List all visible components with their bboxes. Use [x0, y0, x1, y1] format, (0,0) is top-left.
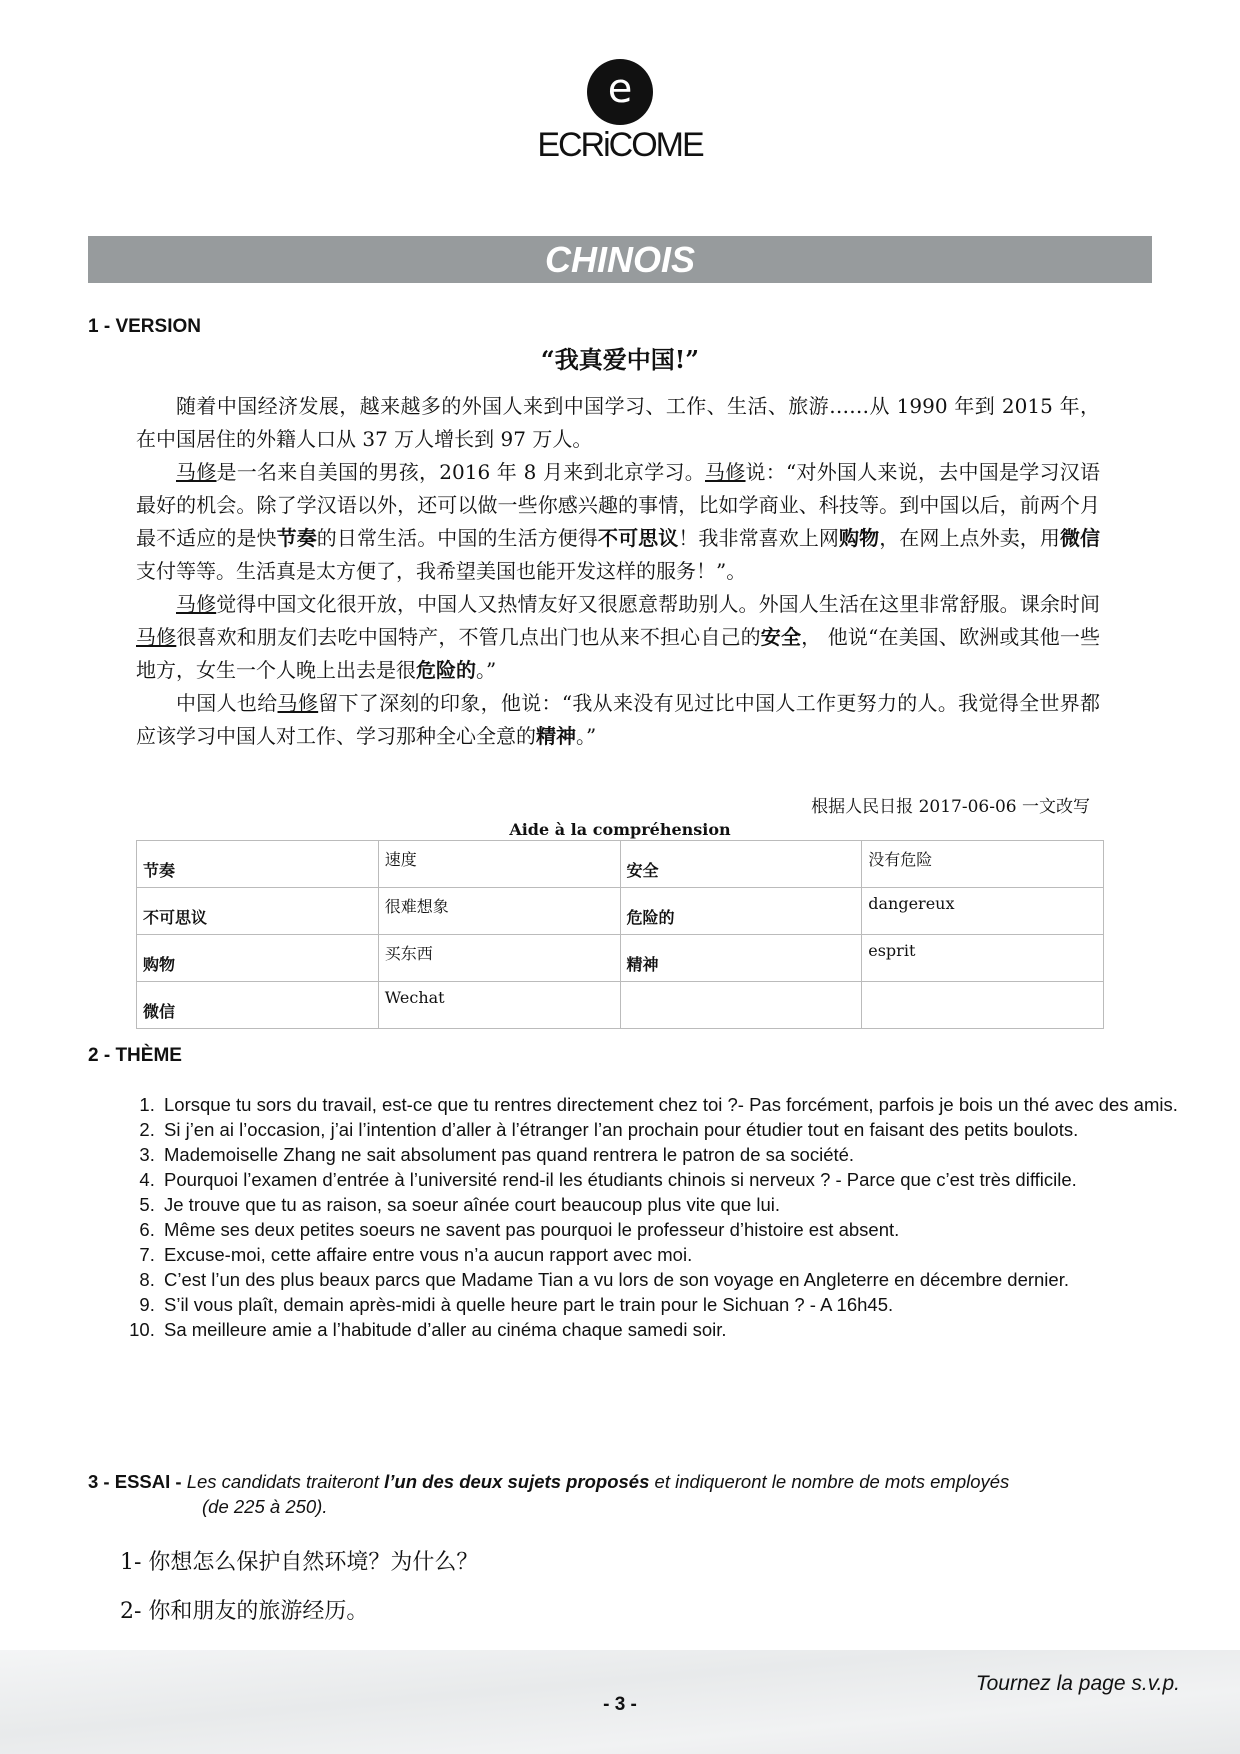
version-heading: 1 - VERSION — [88, 316, 201, 337]
subject-banner — [88, 236, 1152, 283]
essai-heading: 3 - ESSAI - — [88, 1471, 182, 1492]
glossary-definition: 速度 — [378, 841, 620, 888]
essay-topic: 2- 你和朋友的旅游经历。 — [120, 1599, 369, 1624]
glossary-table — [136, 840, 1104, 1029]
list-item: 3. Mademoiselle Zhang ne sait absolument pas quand rentrera le patron de sa société. — [160, 1142, 1200, 1167]
paragraph-4: 中国人也给马修留下了深刻的印象，他说：“我从来没有见过比中国人工作更努力的人。我觉得全世界都应该学习中国人对工作、学习那种全心全意的精神。” — [136, 691, 1101, 748]
glossary-term: 节奏 — [137, 841, 379, 888]
glossary-term: 微信 — [137, 982, 379, 1029]
list-item: 2. Si j’en ai l’occasion, j’ai l’intention d’aller à l’étranger l’an prochain pour étudier tout en faisant des petits boulots. — [160, 1117, 1200, 1142]
paragraph-3: 马修觉得中国文化很开放，中国人又热情友好又很愿意帮助别人。外国人生活在这里非常舒服。课余时间马修很喜欢和朋友们去吃中国特产，不管几点出门也从来不担心自己的安全， 他说“在美国、欧洲或其他一些地方，女生一个人晚上出去是很危险的。” — [136, 592, 1101, 682]
logo-name: ECRiCOME — [537, 126, 703, 164]
list-item: 8. C’est l’un des plus beaux parcs que Madame Tian a vu lors de son voyage en Angleterre en décembre dernier. — [160, 1267, 1200, 1292]
table-row — [137, 982, 1104, 1029]
source-citation: 根据人民日报 2017-06-06 一文改写 — [811, 797, 1090, 817]
essay-topic: 1- 你想怎么保护自然环境？为什么？ — [120, 1550, 479, 1575]
subject-title: CHINOIS — [544, 238, 695, 280]
glossary-term — [620, 982, 862, 1029]
table-row — [137, 935, 1104, 982]
glossary-definition: 买东西 — [378, 935, 620, 982]
table-row — [137, 841, 1104, 888]
glossary-definition: esprit — [862, 935, 1104, 982]
chinese-text — [136, 390, 1100, 753]
glossary-definition: Wechat — [378, 982, 620, 1029]
paragraph-1: 随着中国经济发展，越来越多的外国人来到中国学习、工作、生活、旅游……从 1990 年到 2015 年，在中国居住的外籍人口从 37 万人增长到 97 万人。 — [136, 394, 1100, 451]
glossary-definition — [862, 982, 1104, 1029]
page-number: - 3 - — [603, 1694, 637, 1715]
turn-page-note: Tournez la page s.v.p. — [975, 1672, 1180, 1695]
glossary-term: 精神 — [620, 935, 862, 982]
list-item: 1. Lorsque tu sors du travail, est-ce que tu rentres directement chez toi ?- Pas forcément, parfois je bois un thé avec des amis. — [160, 1092, 1200, 1117]
list-item: 10. Sa meilleure amie a l’habitude d’aller au cinéma chaque samedi soir. — [160, 1317, 1200, 1342]
glossary-title: Aide à la compréhension — [509, 820, 731, 839]
glossary-term: 不可思议 — [137, 888, 379, 935]
theme-list — [114, 1092, 1200, 1342]
text-title: “我真爱中国!” — [540, 345, 700, 374]
glossary-definition: dangereux — [862, 888, 1104, 935]
glossary-term: 安全 — [620, 841, 862, 888]
logo-mark-letter: e — [607, 66, 633, 112]
paragraph-2: 马修是一名来自美国的男孩，2016 年 8 月来到北京学习。马修说：“对外国人来说，去中国是学习汉语最好的机会。除了学汉语以外，还可以做一些你感兴趣的事情，比如学商业、科技等。到中国以后，前两个月最不适应的是快节奏的日常生活。中国的生活方便得不可思议！我非常喜欢上网购物，在网上点外卖，用微信支付等等。生活真是太方便了，我希望美国也能开发这样的服务！”。 — [136, 460, 1101, 583]
essai-word-count: (de 225 à 250). — [202, 1496, 328, 1517]
list-item: 7. Excuse-moi, cette affaire entre vous n’a aucun rapport avec moi. — [160, 1242, 1200, 1267]
glossary-term: 危险的 — [620, 888, 862, 935]
list-item: 6. Même ses deux petites soeurs ne savent pas pourquoi le professeur d’histoire est absent. — [160, 1217, 1200, 1242]
list-item: 5. Je trouve que tu as raison, sa soeur aînée court beaucoup plus vite que lui. — [160, 1192, 1200, 1217]
table-row — [137, 888, 1104, 935]
list-item: 9. S’il vous plaît, demain après-midi à quelle heure part le train pour le Sichuan ? - A 16h45. — [160, 1292, 1200, 1317]
list-item: 4. Pourquoi l’examen d’entrée à l’université rend-il les étudiants chinois si nerveux ? - Parce que c’est très difficile. — [160, 1167, 1200, 1192]
glossary-definition: 很难想象 — [378, 888, 620, 935]
essai-instructions: 3 - ESSAI - Les candidats traiteront l’un des deux sujets proposés et indiqueront le nombre de mots employés (de 225 à 250). — [88, 1469, 1152, 1519]
theme-heading: 2 - THÈME — [88, 1045, 182, 1066]
logo-mark — [587, 59, 653, 125]
glossary-definition: 没有危险 — [862, 841, 1104, 888]
glossary-term: 购物 — [137, 935, 379, 982]
